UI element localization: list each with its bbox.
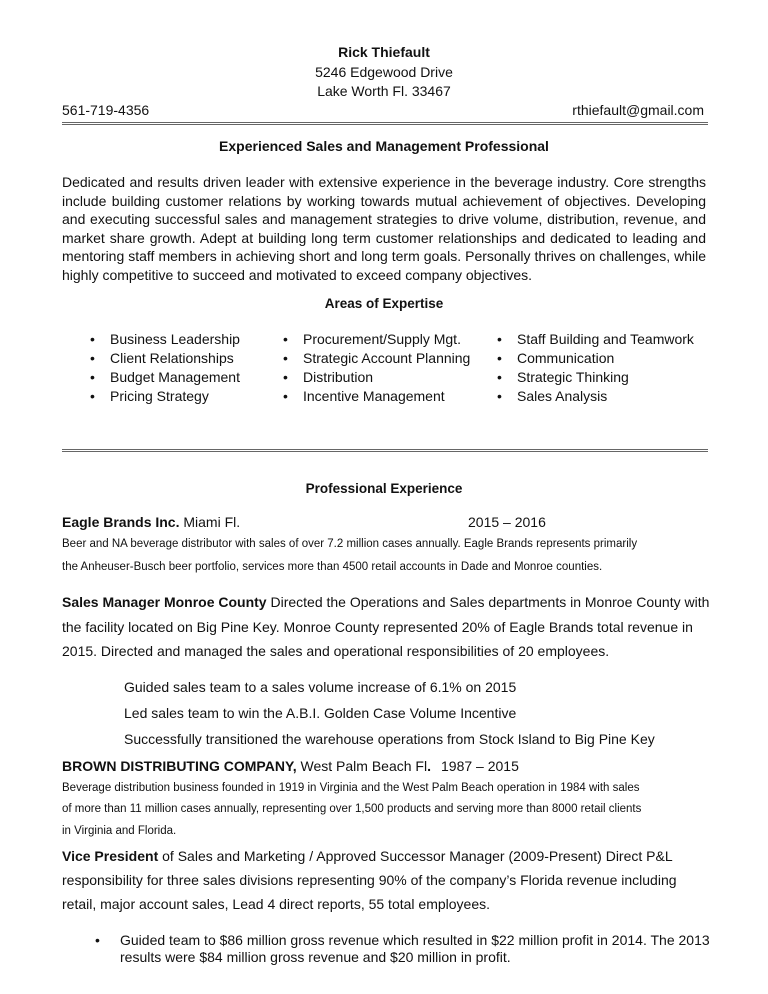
list-item: • Client Relationships — [90, 349, 240, 368]
job2-header — [62, 758, 431, 774]
expertise-heading: Areas of Expertise — [324, 296, 444, 311]
list-item: • Procurement/Supply Mgt. — [283, 330, 470, 349]
job2-role-line: retail, major account sales, Lead 4 direct reports, 55 total employees. — [62, 896, 490, 912]
headline: Experienced Sales and Management Professional — [219, 138, 549, 154]
email-address: rthiefault@gmail.com — [572, 102, 704, 118]
job2-role-line: responsibility for three sales divisions representing 90% of the company’s Florida revenue including — [62, 872, 677, 888]
job2-achievement-line: Guided team to $86 million gross revenue which resulted in $22 million profit in 2014. The 2013 — [120, 932, 710, 948]
job2-achievement-line: results were $84 million gross revenue and $20 million in profit. — [120, 949, 511, 965]
job2-description-line: of more than 11 million cases annually, representing over 1,500 products and serving more than 8000 retail clients — [62, 803, 642, 815]
expertise-column-1 — [90, 330, 240, 406]
expertise-column-2 — [283, 330, 470, 406]
job1-role-line — [62, 594, 709, 610]
phone-number: 561-719-4356 — [62, 102, 150, 118]
expertise-column-3 — [497, 330, 694, 406]
list-item: • Pricing Strategy — [90, 387, 240, 406]
header-divider — [62, 122, 708, 125]
job2-role-line — [62, 848, 673, 864]
job2-role-title: Vice President — [62, 848, 159, 864]
candidate-name: Rick Thiefault — [338, 44, 430, 60]
job2-dates: 1987 – 2015 — [441, 758, 519, 774]
list-item: • Sales Analysis — [497, 387, 694, 406]
job2-role-text: of Sales and Marketing / Approved Successor Manager (2009-Present) Direct P&L — [158, 848, 673, 864]
experience-heading: Professional Experience — [305, 481, 463, 496]
job2-description-line: in Virginia and Florida. — [62, 825, 177, 837]
job2-location-end: . — [427, 758, 431, 774]
job1-achievement: Guided sales team to a sales volume increase of 6.1% on 2015 — [124, 679, 517, 695]
job1-role-text: Directed the Operations and Sales departments in Monroe County with — [266, 594, 710, 610]
address-line-2: Lake Worth Fl. 33467 — [317, 83, 451, 99]
job1-achievement: Led sales team to win the A.B.I. Golden Case Volume Incentive — [124, 705, 517, 721]
list-item: • Incentive Management — [283, 387, 470, 406]
job1-description-line: the Anheuser-Busch beer portfolio, services more than 4500 retail accounts in Dade and Monroe counties. — [62, 561, 603, 573]
list-item: • Budget Management — [90, 368, 240, 387]
section-divider — [62, 449, 708, 452]
list-item: • Strategic Account Planning — [283, 349, 470, 368]
job1-role-title: Sales Manager Monroe County — [62, 594, 267, 610]
list-item: • Communication — [497, 349, 694, 368]
list-item: • Staff Building and Teamwork — [497, 330, 694, 349]
job2-location: West Palm Beach Fl — [296, 758, 428, 774]
job2-description-line: Beverage distribution business founded in 1919 in Virginia and the West Palm Beach operation in 1984 with sales — [62, 782, 640, 794]
job1-header — [62, 514, 240, 530]
job1-location: Miami Fl. — [179, 514, 241, 530]
job1-achievement: Successfully transitioned the warehouse operations from Stock Island to Big Pine Key — [124, 731, 655, 747]
job1-role-line: 2015. Directed and managed the sales and operational responsibilities of 20 employees. — [62, 643, 610, 659]
job1-dates: 2015 – 2016 — [468, 514, 546, 530]
job1-role-line: the facility located on Big Pine Key. Monroe County represented 20% of Eagle Brands total revenue in — [62, 619, 693, 635]
list-item: • Strategic Thinking — [497, 368, 694, 387]
bullet-icon: • — [95, 932, 100, 948]
summary-paragraph: Dedicated and results driven leader with extensive experience in the beverage industry. Core strengths include building customer relations by working towards mutual achievement of objectives. Developing and executing successful sales and management strategies to drive volume, distribution, revenue, and market share growth. Adept at building long term customer relationships and dedicated to leading and mentoring staff members in achieving short and long term goals. Personally thrives on challenges, while highly competitive to succeed and motivated to exceed company objectives. — [62, 174, 706, 283]
job1-description-line: Beer and NA beverage distributor with sales of over 7.2 million cases annually. Eagle Brands represents primarily — [62, 538, 638, 550]
list-item: • Business Leadership — [90, 330, 240, 349]
job2-company: BROWN DISTRIBUTING COMPANY, — [62, 758, 297, 774]
list-item: • Distribution — [283, 368, 470, 387]
address-line-1: 5246 Edgewood Drive — [315, 64, 453, 80]
job1-company: Eagle Brands Inc. — [62, 514, 180, 530]
